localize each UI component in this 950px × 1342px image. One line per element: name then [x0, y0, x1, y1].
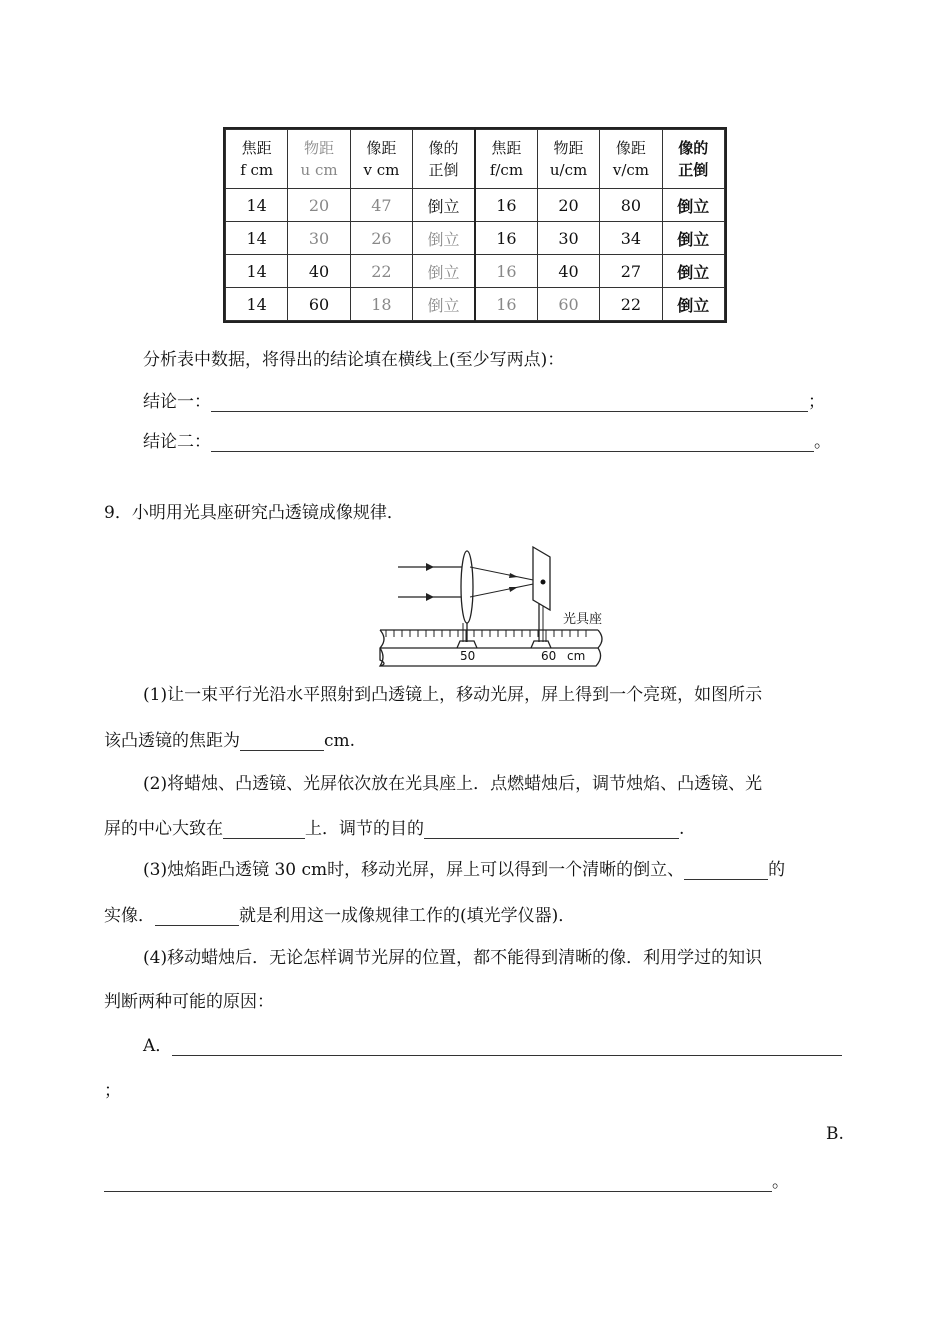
table-cell: 30: [537, 222, 599, 255]
ray-arrow-bottom: [426, 593, 434, 601]
option-a-blank[interactable]: [172, 1037, 842, 1056]
image-size-blank[interactable]: [684, 861, 768, 880]
light-screen: [533, 547, 550, 610]
table-header-cell: 像距 v/cm: [600, 130, 662, 189]
table-cell: 倒立: [413, 288, 475, 321]
q9-part2-line2: [104, 819, 684, 839]
table-row: [226, 255, 725, 288]
question-9-title: 9．小明用光具座研究凸透镜成像规律．: [104, 503, 404, 523]
bench-label: 光具座: [563, 612, 603, 627]
option-b: [104, 1172, 789, 1192]
option-b-blank[interactable]: [104, 1173, 772, 1192]
table-header-cell: 像的 正倒: [662, 130, 724, 189]
bench-ticks: [386, 630, 586, 642]
table-cell: 倒立: [413, 222, 475, 255]
q9-part3-text: (3)烛焰距凸透镜 30 cm时，移动光屏，屏上可以得到一个清晰的倒立、: [143, 860, 685, 880]
table-header-cell: 像的 正倒: [413, 130, 475, 189]
table-row: [226, 189, 725, 222]
lens-holder: [457, 641, 477, 648]
table-cell: 47: [350, 189, 412, 222]
table-header-cell: 物距 u cm: [288, 130, 350, 189]
table-cell: 40: [288, 255, 350, 288]
conclusion-1: [143, 392, 825, 412]
option-b-end: 。: [772, 1172, 789, 1192]
table-header-cell: 焦距 f cm: [226, 130, 288, 189]
screen-holder: [531, 641, 551, 648]
focus-spot: [541, 580, 546, 585]
center-height-blank[interactable]: [223, 820, 305, 839]
table-cell: 26: [350, 222, 412, 255]
q9-part1-line1: (1)让一束平行光沿水平照射到凸透镜上，移动光屏，屏上得到一个亮斑，如图所示: [143, 685, 763, 705]
conclusion-1-label: 结论一：: [143, 392, 211, 412]
table-cell: 40: [537, 255, 599, 288]
conclusion-2-label: 结论二：: [143, 432, 211, 452]
table-cell: 20: [537, 189, 599, 222]
table-cell: 14: [226, 222, 288, 255]
q9-part4-line1: (4)移动蜡烛后．无论怎样调节光屏的位置，都不能得到清晰的像．利用学过的知识: [143, 948, 763, 968]
option-a-label: A．: [143, 1036, 173, 1056]
refracted-ray-top: [470, 567, 543, 582]
option-a: [143, 1036, 842, 1056]
table-cell: 80: [600, 189, 662, 222]
adjust-purpose-blank[interactable]: [424, 820, 679, 839]
q9-part3-text-b: 实像．: [104, 906, 155, 926]
refracted-ray-bottom: [470, 582, 543, 597]
q9-part3-line1: [143, 860, 785, 880]
table-header-row: [226, 130, 725, 189]
table-cell: 27: [600, 255, 662, 288]
q9-part2-text-a: 屏的中心大致在: [104, 819, 223, 839]
optical-bench-figure: [378, 542, 603, 667]
table-cell: 60: [537, 288, 599, 321]
refracted-arrow-bottom: [509, 587, 518, 592]
tick-label-60: 60: [541, 649, 557, 663]
table-cell: 倒立: [413, 189, 475, 222]
q9-part1-text: 该凸透镜的焦距为: [104, 731, 240, 751]
refracted-arrow-top: [509, 573, 518, 578]
convex-lens: [461, 551, 473, 623]
q9-part3-line2: [104, 906, 575, 926]
table-cell: 倒立: [413, 255, 475, 288]
conclusion-2-end: 。: [814, 432, 831, 452]
tick-unit: cm: [567, 649, 586, 663]
table-cell: 倒立: [662, 255, 724, 288]
table-cell: 16: [475, 189, 537, 222]
analysis-prompt: 分析表中数据，将得出的结论填在横线上(至少写两点)：: [143, 350, 565, 370]
ray-arrow-top: [426, 563, 434, 571]
table-header-cell: 物距 u/cm: [537, 130, 599, 189]
table-header-cell: 像距 v cm: [350, 130, 412, 189]
focal-length-blank[interactable]: [240, 732, 324, 751]
q9-part3-text-c: 就是利用这一成像规律工作的(填光学仪器)．: [239, 906, 576, 926]
q9-part1-line2: [104, 731, 355, 751]
q9-part4-line2: 判断两种可能的原因：: [104, 992, 274, 1012]
table-header-cell: 焦距 f/cm: [475, 130, 537, 189]
q9-part2-line1: (2)将蜡烛、凸透镜、光屏依次放在光具座上．点燃蜡烛后，调节烛焰、凸透镜、光: [143, 774, 763, 794]
conclusion-1-blank[interactable]: [211, 393, 808, 412]
table-cell: 22: [350, 255, 412, 288]
option-a-end: ；: [104, 1081, 121, 1101]
tick-label-50: 50: [460, 649, 476, 663]
table-cell: 30: [288, 222, 350, 255]
table-cell: 14: [226, 255, 288, 288]
q9-part2-end: .: [679, 819, 685, 839]
optical-instrument-blank[interactable]: [155, 907, 239, 926]
table-row: [226, 222, 725, 255]
table-cell: 20: [288, 189, 350, 222]
table-cell: 16: [475, 255, 537, 288]
table-cell: 16: [475, 288, 537, 321]
conclusion-2-blank[interactable]: [211, 433, 814, 452]
table-cell: 34: [600, 222, 662, 255]
table-cell: 22: [600, 288, 662, 321]
option-b-label: B.: [826, 1124, 844, 1144]
table-cell: 18: [350, 288, 412, 321]
table-cell: 14: [226, 288, 288, 321]
conclusion-2: [143, 432, 831, 452]
table-cell: 16: [475, 222, 537, 255]
q9-part2-text-b: 上．调节的目的: [305, 819, 424, 839]
q9-part1-unit: cm.: [324, 731, 356, 751]
table-cell: 14: [226, 189, 288, 222]
table-cell: 倒立: [662, 222, 724, 255]
data-table: [223, 127, 727, 323]
table-cell: 60: [288, 288, 350, 321]
table-cell: 倒立: [662, 288, 724, 321]
q9-part3-end: 的: [768, 860, 786, 880]
conclusion-1-end: ；: [808, 392, 825, 412]
table-cell: 倒立: [662, 189, 724, 222]
table-row: [226, 288, 725, 321]
